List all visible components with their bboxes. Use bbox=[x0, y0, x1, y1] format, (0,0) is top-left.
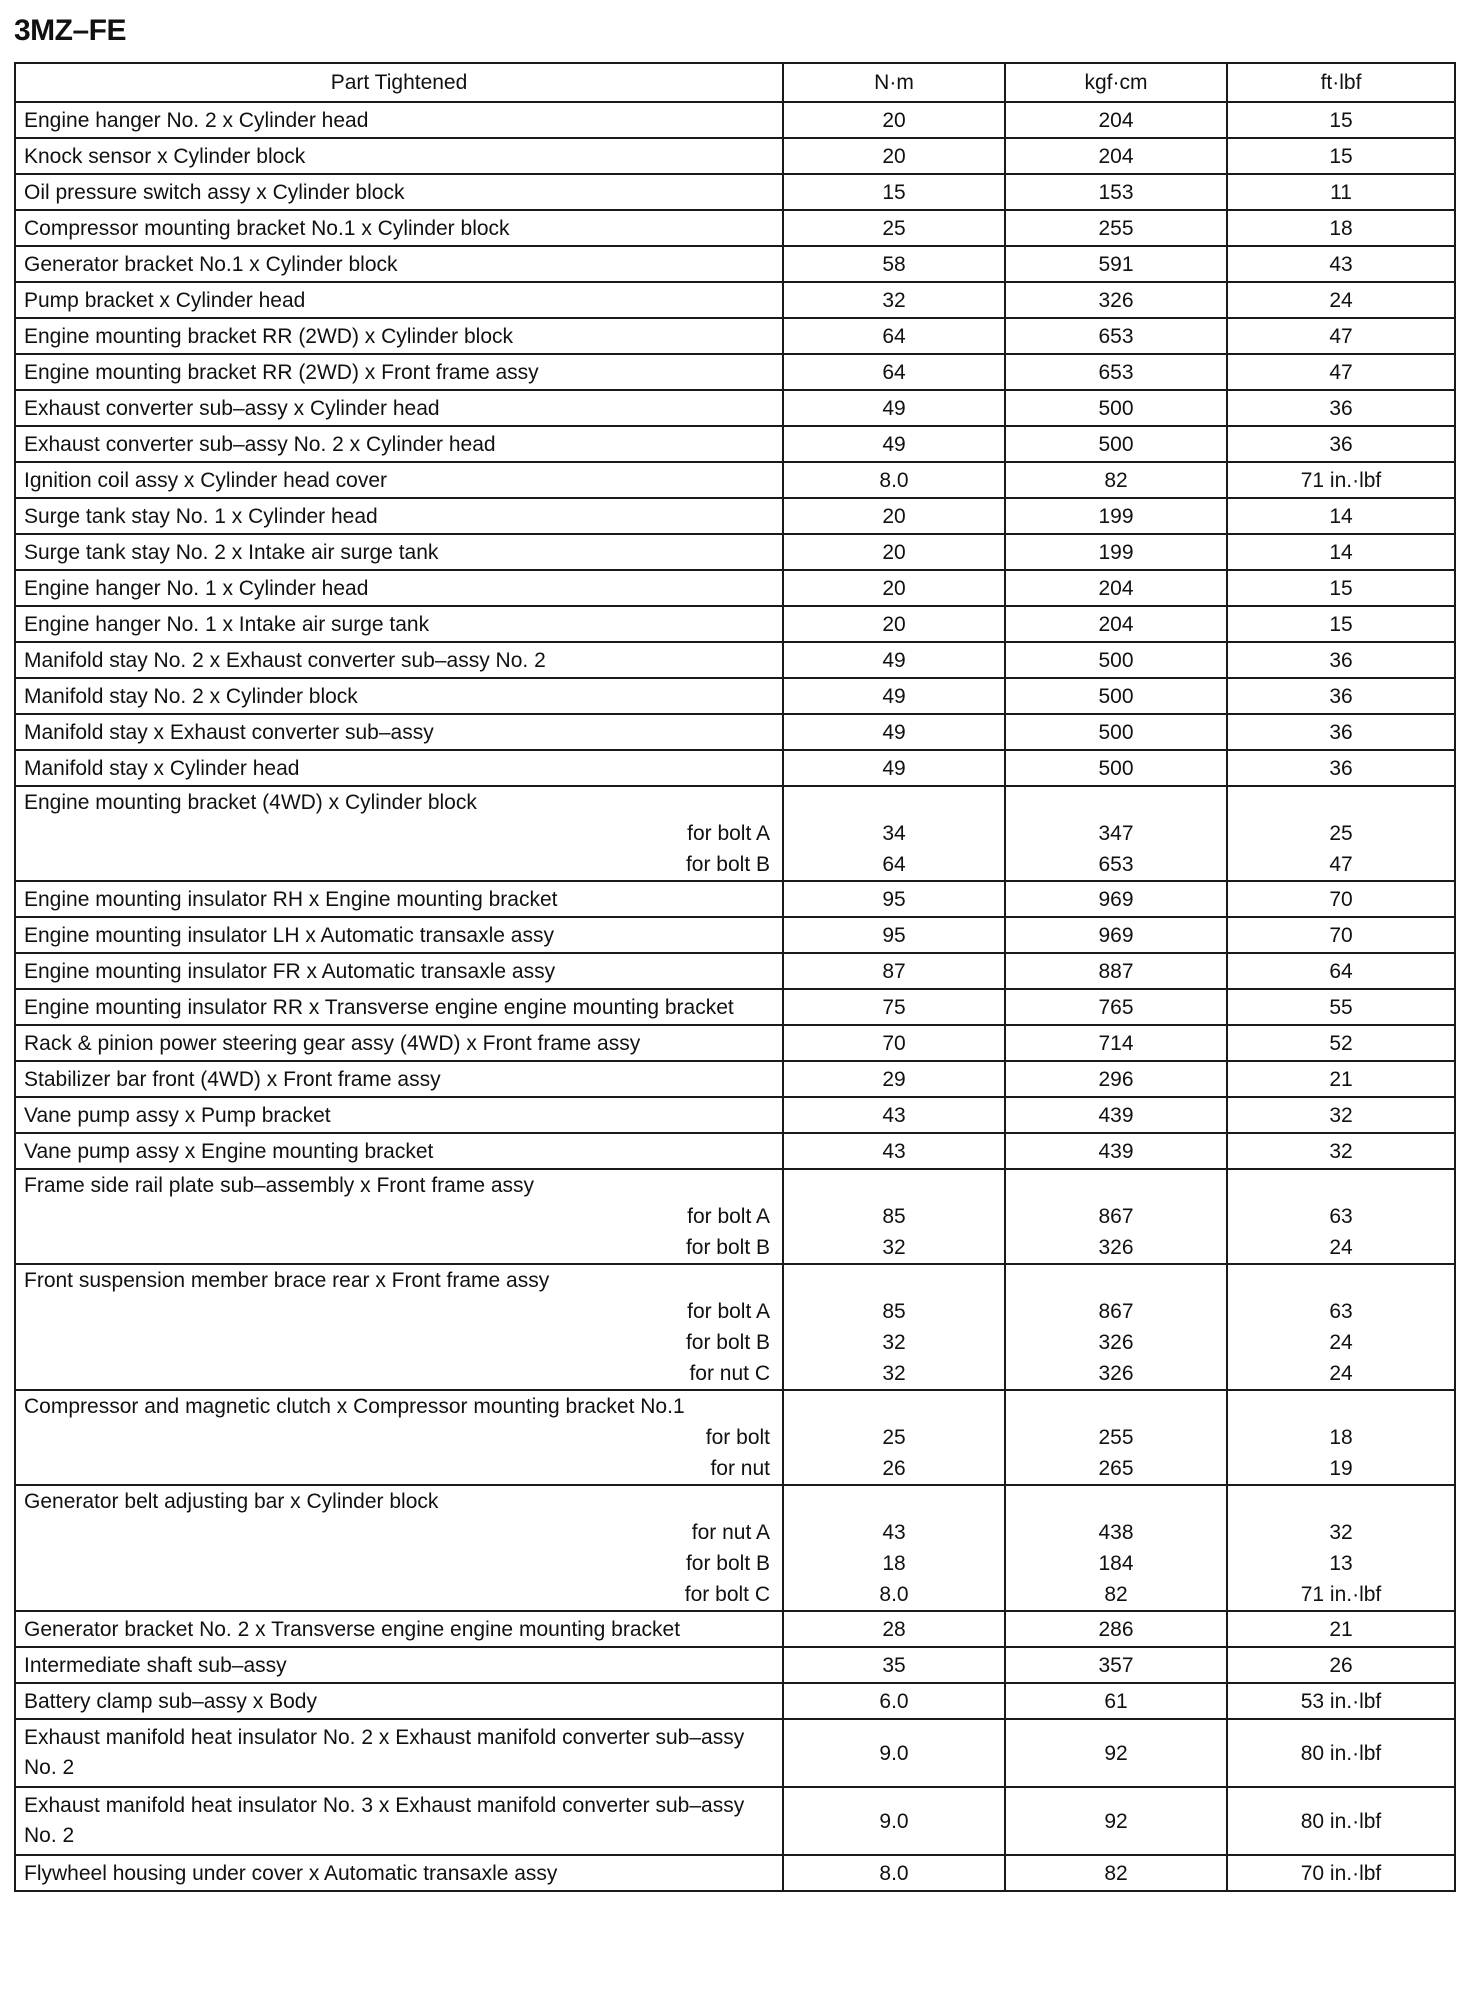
kgf-cm-value: 438 bbox=[1098, 1521, 1134, 1544]
ft-lbf-value: 80 in.·lbf bbox=[1227, 1719, 1455, 1787]
table-row bbox=[15, 714, 1455, 750]
kgf-cm-value: 714 bbox=[1005, 1025, 1227, 1061]
kgf-cm-value-cell bbox=[1005, 1264, 1227, 1390]
table-row bbox=[15, 678, 1455, 714]
nm-value-cell bbox=[783, 786, 1005, 881]
part-name: Intermediate shaft sub–assy bbox=[15, 1647, 783, 1683]
nm-value: 64 bbox=[882, 853, 906, 876]
ft-lbf-value: 13 bbox=[1329, 1552, 1353, 1575]
table-row bbox=[15, 426, 1455, 462]
ft-lbf-value: 36 bbox=[1227, 390, 1455, 426]
sub-item-label: for nut A bbox=[691, 1521, 770, 1544]
kgf-cm-value: 347 bbox=[1098, 822, 1134, 845]
nm-value: 43 bbox=[783, 1097, 1005, 1133]
table-row bbox=[15, 1683, 1455, 1719]
sub-item-label: for bolt A bbox=[687, 1300, 770, 1323]
nm-value: 20 bbox=[783, 498, 1005, 534]
spacer bbox=[1014, 1486, 1218, 1517]
nm-value: 58 bbox=[783, 246, 1005, 282]
ft-lbf-value: 21 bbox=[1227, 1611, 1455, 1647]
spacer bbox=[1014, 1170, 1218, 1201]
nm-value: 32 bbox=[882, 1331, 906, 1354]
ft-lbf-value: 32 bbox=[1227, 1097, 1455, 1133]
sub-item-label: for nut C bbox=[689, 1362, 770, 1385]
ft-lbf-value: 63 bbox=[1329, 1300, 1353, 1323]
ft-lbf-value-cell bbox=[1227, 1169, 1455, 1264]
nm-value: 95 bbox=[783, 917, 1005, 953]
sub-item-label: for bolt B bbox=[685, 1552, 770, 1575]
part-name: Engine mounting insulator LH x Automatic transaxle assy bbox=[15, 917, 783, 953]
kgf-cm-value: 500 bbox=[1005, 426, 1227, 462]
ft-lbf-value: 32 bbox=[1227, 1133, 1455, 1169]
table-row bbox=[15, 953, 1455, 989]
ft-lbf-value: 70 bbox=[1227, 917, 1455, 953]
nm-value: 20 bbox=[783, 606, 1005, 642]
ft-lbf-value: 15 bbox=[1227, 102, 1455, 138]
nm-value-cell bbox=[783, 1169, 1005, 1264]
table-row bbox=[15, 1025, 1455, 1061]
kgf-cm-value: 82 bbox=[1104, 1583, 1128, 1606]
kgf-cm-value: 765 bbox=[1005, 989, 1227, 1025]
part-name: Compressor mounting bracket No.1 x Cylinder block bbox=[15, 210, 783, 246]
table-row bbox=[15, 390, 1455, 426]
nm-value: 87 bbox=[783, 953, 1005, 989]
part-name: Vane pump assy x Engine mounting bracket bbox=[15, 1133, 783, 1169]
part-name: Ignition coil assy x Cylinder head cover bbox=[15, 462, 783, 498]
nm-value: 20 bbox=[783, 534, 1005, 570]
ft-lbf-value: 24 bbox=[1329, 1362, 1353, 1385]
part-name: Generator bracket No.1 x Cylinder block bbox=[15, 246, 783, 282]
kgf-cm-value: 204 bbox=[1005, 570, 1227, 606]
kgf-cm-value: 82 bbox=[1005, 1855, 1227, 1891]
kgf-cm-value: 296 bbox=[1005, 1061, 1227, 1097]
ft-lbf-value: 14 bbox=[1227, 498, 1455, 534]
nm-value: 15 bbox=[783, 174, 1005, 210]
part-name: Battery clamp sub–assy x Body bbox=[15, 1683, 783, 1719]
nm-value: 49 bbox=[783, 642, 1005, 678]
sub-item-label: for nut bbox=[710, 1457, 770, 1480]
nm-value: 32 bbox=[882, 1362, 906, 1385]
table-row bbox=[15, 246, 1455, 282]
table-row bbox=[15, 102, 1455, 138]
nm-value: 75 bbox=[783, 989, 1005, 1025]
nm-value: 20 bbox=[783, 102, 1005, 138]
kgf-cm-value-cell bbox=[1005, 1169, 1227, 1264]
table-row bbox=[15, 1855, 1455, 1891]
nm-value: 20 bbox=[783, 570, 1005, 606]
nm-value: 49 bbox=[783, 390, 1005, 426]
kgf-cm-value: 357 bbox=[1005, 1647, 1227, 1683]
nm-value: 25 bbox=[783, 210, 1005, 246]
nm-value: 29 bbox=[783, 1061, 1005, 1097]
header-part-tightened: Part Tightened bbox=[15, 63, 783, 102]
table-row bbox=[15, 354, 1455, 390]
part-name: Engine hanger No. 2 x Cylinder head bbox=[15, 102, 783, 138]
part-name: Engine mounting insulator RR x Transverse engine engine mounting bracket bbox=[15, 989, 783, 1025]
nm-value: 8.0 bbox=[879, 1583, 909, 1606]
nm-value: 20 bbox=[783, 138, 1005, 174]
ft-lbf-value: 15 bbox=[1227, 138, 1455, 174]
part-cell bbox=[15, 1485, 783, 1611]
torque-spec-table bbox=[14, 62, 1456, 1892]
nm-value: 85 bbox=[882, 1205, 906, 1228]
kgf-cm-value: 500 bbox=[1005, 390, 1227, 426]
spacer bbox=[1236, 1170, 1446, 1201]
table-row bbox=[15, 917, 1455, 953]
part-name: Oil pressure switch assy x Cylinder block bbox=[15, 174, 783, 210]
table-row bbox=[15, 1647, 1455, 1683]
table-row bbox=[15, 786, 1455, 881]
ft-lbf-value: 47 bbox=[1227, 318, 1455, 354]
nm-value: 49 bbox=[783, 750, 1005, 786]
kgf-cm-value: 500 bbox=[1005, 642, 1227, 678]
nm-value: 9.0 bbox=[783, 1719, 1005, 1787]
kgf-cm-value: 153 bbox=[1005, 174, 1227, 210]
part-cell bbox=[15, 786, 783, 881]
ft-lbf-value: 36 bbox=[1227, 678, 1455, 714]
part-name: Engine hanger No. 1 x Intake air surge tank bbox=[15, 606, 783, 642]
part-name: Rack & pinion power steering gear assy (4WD) x Front frame assy bbox=[15, 1025, 783, 1061]
sub-item-label: for bolt A bbox=[687, 1205, 770, 1228]
part-name: Surge tank stay No. 1 x Cylinder head bbox=[15, 498, 783, 534]
kgf-cm-value: 199 bbox=[1005, 534, 1227, 570]
table-row bbox=[15, 534, 1455, 570]
sub-item-label: for bolt B bbox=[685, 1236, 770, 1259]
nm-value: 18 bbox=[882, 1552, 906, 1575]
kgf-cm-value: 255 bbox=[1098, 1426, 1134, 1449]
ft-lbf-value: 70 bbox=[1227, 881, 1455, 917]
nm-value: 6.0 bbox=[783, 1683, 1005, 1719]
kgf-cm-value: 500 bbox=[1005, 750, 1227, 786]
header-kgf-cm: kgf·cm bbox=[1005, 63, 1227, 102]
spacer bbox=[1014, 1265, 1218, 1296]
table-row bbox=[15, 1133, 1455, 1169]
ft-lbf-value: 24 bbox=[1329, 1331, 1353, 1354]
nm-value: 25 bbox=[882, 1426, 906, 1449]
part-name: Flywheel housing under cover x Automatic transaxle assy bbox=[15, 1855, 783, 1891]
kgf-cm-value: 500 bbox=[1005, 714, 1227, 750]
table-row bbox=[15, 498, 1455, 534]
table-row bbox=[15, 1061, 1455, 1097]
kgf-cm-value: 286 bbox=[1005, 1611, 1227, 1647]
table-row bbox=[15, 1097, 1455, 1133]
ft-lbf-value-cell bbox=[1227, 786, 1455, 881]
ft-lbf-value-cell bbox=[1227, 1390, 1455, 1485]
kgf-cm-value: 255 bbox=[1005, 210, 1227, 246]
kgf-cm-value: 969 bbox=[1005, 917, 1227, 953]
nm-value: 43 bbox=[882, 1521, 906, 1544]
part-cell bbox=[15, 1169, 783, 1264]
kgf-cm-value: 184 bbox=[1098, 1552, 1134, 1575]
table-row bbox=[15, 1611, 1455, 1647]
part-name: Pump bracket x Cylinder head bbox=[15, 282, 783, 318]
spacer bbox=[1236, 1265, 1446, 1296]
sub-item-label: for bolt B bbox=[685, 1331, 770, 1354]
table-row bbox=[15, 282, 1455, 318]
nm-value: 49 bbox=[783, 714, 1005, 750]
part-cell bbox=[15, 1390, 783, 1485]
kgf-cm-value: 887 bbox=[1005, 953, 1227, 989]
part-name: Stabilizer bar front (4WD) x Front frame assy bbox=[15, 1061, 783, 1097]
table-row bbox=[15, 1719, 1455, 1787]
nm-value: 8.0 bbox=[783, 1855, 1005, 1891]
spacer bbox=[1236, 1391, 1446, 1422]
nm-value-cell bbox=[783, 1390, 1005, 1485]
part-name: Engine mounting bracket (4WD) x Cylinder block bbox=[24, 791, 477, 814]
part-name: Manifold stay x Cylinder head bbox=[15, 750, 783, 786]
spacer bbox=[1014, 1391, 1218, 1422]
kgf-cm-value: 92 bbox=[1005, 1787, 1227, 1855]
spacer bbox=[792, 1265, 996, 1296]
kgf-cm-value: 326 bbox=[1098, 1362, 1134, 1385]
ft-lbf-value: 43 bbox=[1227, 246, 1455, 282]
part-name: Frame side rail plate sub–assembly x Front frame assy bbox=[24, 1174, 535, 1197]
part-name: Manifold stay x Exhaust converter sub–assy bbox=[15, 714, 783, 750]
part-name: Knock sensor x Cylinder block bbox=[15, 138, 783, 174]
table-header-row bbox=[15, 63, 1455, 102]
kgf-cm-value: 326 bbox=[1098, 1331, 1134, 1354]
table-row bbox=[15, 210, 1455, 246]
sub-item-label: for bolt C bbox=[684, 1583, 770, 1606]
part-name: Compressor and magnetic clutch x Compressor mounting bracket No.1 bbox=[24, 1395, 685, 1418]
ft-lbf-value: 52 bbox=[1227, 1025, 1455, 1061]
nm-value-cell bbox=[783, 1485, 1005, 1611]
spacer bbox=[792, 787, 996, 818]
ft-lbf-value: 25 bbox=[1329, 822, 1353, 845]
nm-value: 95 bbox=[783, 881, 1005, 917]
sub-item-label: for bolt bbox=[705, 1426, 770, 1449]
kgf-cm-value: 265 bbox=[1098, 1457, 1134, 1480]
spacer bbox=[1014, 787, 1218, 818]
ft-lbf-value: 63 bbox=[1329, 1205, 1353, 1228]
spacer bbox=[792, 1486, 996, 1517]
ft-lbf-value: 32 bbox=[1329, 1521, 1353, 1544]
ft-lbf-value: 19 bbox=[1329, 1457, 1353, 1480]
table-row bbox=[15, 1787, 1455, 1855]
kgf-cm-value-cell bbox=[1005, 1485, 1227, 1611]
kgf-cm-value: 204 bbox=[1005, 606, 1227, 642]
ft-lbf-value: 24 bbox=[1227, 282, 1455, 318]
table-row bbox=[15, 1390, 1455, 1485]
spacer bbox=[1236, 787, 1446, 818]
ft-lbf-value: 70 in.·lbf bbox=[1227, 1855, 1455, 1891]
ft-lbf-value: 21 bbox=[1227, 1061, 1455, 1097]
part-name: Engine mounting bracket RR (2WD) x Front frame assy bbox=[15, 354, 783, 390]
nm-value: 85 bbox=[882, 1300, 906, 1323]
part-name: Engine mounting insulator RH x Engine mounting bracket bbox=[15, 881, 783, 917]
ft-lbf-value: 11 bbox=[1227, 174, 1455, 210]
part-name: Exhaust manifold heat insulator No. 3 x Exhaust manifold converter sub–assy No. 2 bbox=[15, 1787, 783, 1855]
ft-lbf-value: 47 bbox=[1329, 853, 1353, 876]
ft-lbf-value: 53 in.·lbf bbox=[1227, 1683, 1455, 1719]
nm-value: 64 bbox=[783, 354, 1005, 390]
nm-value: 43 bbox=[783, 1133, 1005, 1169]
part-cell bbox=[15, 1264, 783, 1390]
kgf-cm-value: 969 bbox=[1005, 881, 1227, 917]
ft-lbf-value: 15 bbox=[1227, 606, 1455, 642]
part-name: Front suspension member brace rear x Front frame assy bbox=[24, 1269, 550, 1292]
table-body bbox=[15, 102, 1455, 1891]
nm-value: 34 bbox=[882, 822, 906, 845]
nm-value: 70 bbox=[783, 1025, 1005, 1061]
table-row bbox=[15, 462, 1455, 498]
ft-lbf-value: 47 bbox=[1227, 354, 1455, 390]
header-ft-lbf: ft·lbf bbox=[1227, 63, 1455, 102]
nm-value: 32 bbox=[882, 1236, 906, 1259]
sub-item-label: for bolt A bbox=[687, 822, 770, 845]
part-name: Surge tank stay No. 2 x Intake air surge tank bbox=[15, 534, 783, 570]
kgf-cm-value: 199 bbox=[1005, 498, 1227, 534]
kgf-cm-value: 326 bbox=[1005, 282, 1227, 318]
part-name: Vane pump assy x Pump bracket bbox=[15, 1097, 783, 1133]
spacer bbox=[792, 1170, 996, 1201]
kgf-cm-value: 591 bbox=[1005, 246, 1227, 282]
ft-lbf-value: 15 bbox=[1227, 570, 1455, 606]
kgf-cm-value: 653 bbox=[1005, 354, 1227, 390]
table-row bbox=[15, 750, 1455, 786]
ft-lbf-value: 14 bbox=[1227, 534, 1455, 570]
kgf-cm-value: 500 bbox=[1005, 678, 1227, 714]
table-row bbox=[15, 318, 1455, 354]
kgf-cm-value: 82 bbox=[1005, 462, 1227, 498]
table-row bbox=[15, 138, 1455, 174]
nm-value: 9.0 bbox=[783, 1787, 1005, 1855]
part-name: Engine hanger No. 1 x Cylinder head bbox=[15, 570, 783, 606]
table-row bbox=[15, 606, 1455, 642]
ft-lbf-value: 55 bbox=[1227, 989, 1455, 1025]
ft-lbf-value: 36 bbox=[1227, 750, 1455, 786]
nm-value: 64 bbox=[783, 318, 1005, 354]
ft-lbf-value: 18 bbox=[1329, 1426, 1353, 1449]
table-row bbox=[15, 174, 1455, 210]
part-name: Exhaust manifold heat insulator No. 2 x Exhaust manifold converter sub–assy No. 2 bbox=[15, 1719, 783, 1787]
spacer bbox=[792, 1391, 996, 1422]
ft-lbf-value: 71 in.·lbf bbox=[1227, 462, 1455, 498]
kgf-cm-value: 61 bbox=[1005, 1683, 1227, 1719]
ft-lbf-value: 24 bbox=[1329, 1236, 1353, 1259]
nm-value: 28 bbox=[783, 1611, 1005, 1647]
kgf-cm-value: 867 bbox=[1098, 1300, 1134, 1323]
kgf-cm-value: 653 bbox=[1005, 318, 1227, 354]
nm-value: 26 bbox=[882, 1457, 906, 1480]
part-name: Engine mounting insulator FR x Automatic transaxle assy bbox=[15, 953, 783, 989]
part-name: Manifold stay No. 2 x Exhaust converter sub–assy No. 2 bbox=[15, 642, 783, 678]
ft-lbf-value: 80 in.·lbf bbox=[1227, 1787, 1455, 1855]
kgf-cm-value: 92 bbox=[1005, 1719, 1227, 1787]
sub-item-label: for bolt B bbox=[685, 853, 770, 876]
kgf-cm-value: 326 bbox=[1098, 1236, 1134, 1259]
part-name: Manifold stay No. 2 x Cylinder block bbox=[15, 678, 783, 714]
ft-lbf-value: 36 bbox=[1227, 642, 1455, 678]
table-row bbox=[15, 1485, 1455, 1611]
ft-lbf-value: 64 bbox=[1227, 953, 1455, 989]
part-name: Exhaust converter sub–assy x Cylinder head bbox=[15, 390, 783, 426]
ft-lbf-value: 36 bbox=[1227, 426, 1455, 462]
table-row bbox=[15, 881, 1455, 917]
ft-lbf-value: 18 bbox=[1227, 210, 1455, 246]
ft-lbf-value: 36 bbox=[1227, 714, 1455, 750]
nm-value: 49 bbox=[783, 426, 1005, 462]
part-name: Generator bracket No. 2 x Transverse engine engine mounting bracket bbox=[15, 1611, 783, 1647]
part-name: Engine mounting bracket RR (2WD) x Cylinder block bbox=[15, 318, 783, 354]
kgf-cm-value: 439 bbox=[1005, 1097, 1227, 1133]
nm-value: 32 bbox=[783, 282, 1005, 318]
spacer bbox=[1236, 1486, 1446, 1517]
table-row bbox=[15, 989, 1455, 1025]
nm-value-cell bbox=[783, 1264, 1005, 1390]
kgf-cm-value-cell bbox=[1005, 1390, 1227, 1485]
table-row bbox=[15, 570, 1455, 606]
ft-lbf-value: 26 bbox=[1227, 1647, 1455, 1683]
part-name: Generator belt adjusting bar x Cylinder block bbox=[24, 1490, 439, 1513]
kgf-cm-value: 439 bbox=[1005, 1133, 1227, 1169]
kgf-cm-value-cell bbox=[1005, 786, 1227, 881]
nm-value: 35 bbox=[783, 1647, 1005, 1683]
header-nm: N·m bbox=[783, 63, 1005, 102]
table-row bbox=[15, 1264, 1455, 1390]
kgf-cm-value: 204 bbox=[1005, 138, 1227, 174]
nm-value: 8.0 bbox=[783, 462, 1005, 498]
kgf-cm-value: 867 bbox=[1098, 1205, 1134, 1228]
kgf-cm-value: 204 bbox=[1005, 102, 1227, 138]
part-name: Exhaust converter sub–assy No. 2 x Cylinder head bbox=[15, 426, 783, 462]
table-row bbox=[15, 642, 1455, 678]
page-title: 3MZ–FE bbox=[14, 14, 127, 47]
nm-value: 49 bbox=[783, 678, 1005, 714]
table-row bbox=[15, 1169, 1455, 1264]
ft-lbf-value-cell bbox=[1227, 1485, 1455, 1611]
kgf-cm-value: 653 bbox=[1098, 853, 1134, 876]
ft-lbf-value-cell bbox=[1227, 1264, 1455, 1390]
ft-lbf-value: 71 in.·lbf bbox=[1300, 1583, 1382, 1606]
